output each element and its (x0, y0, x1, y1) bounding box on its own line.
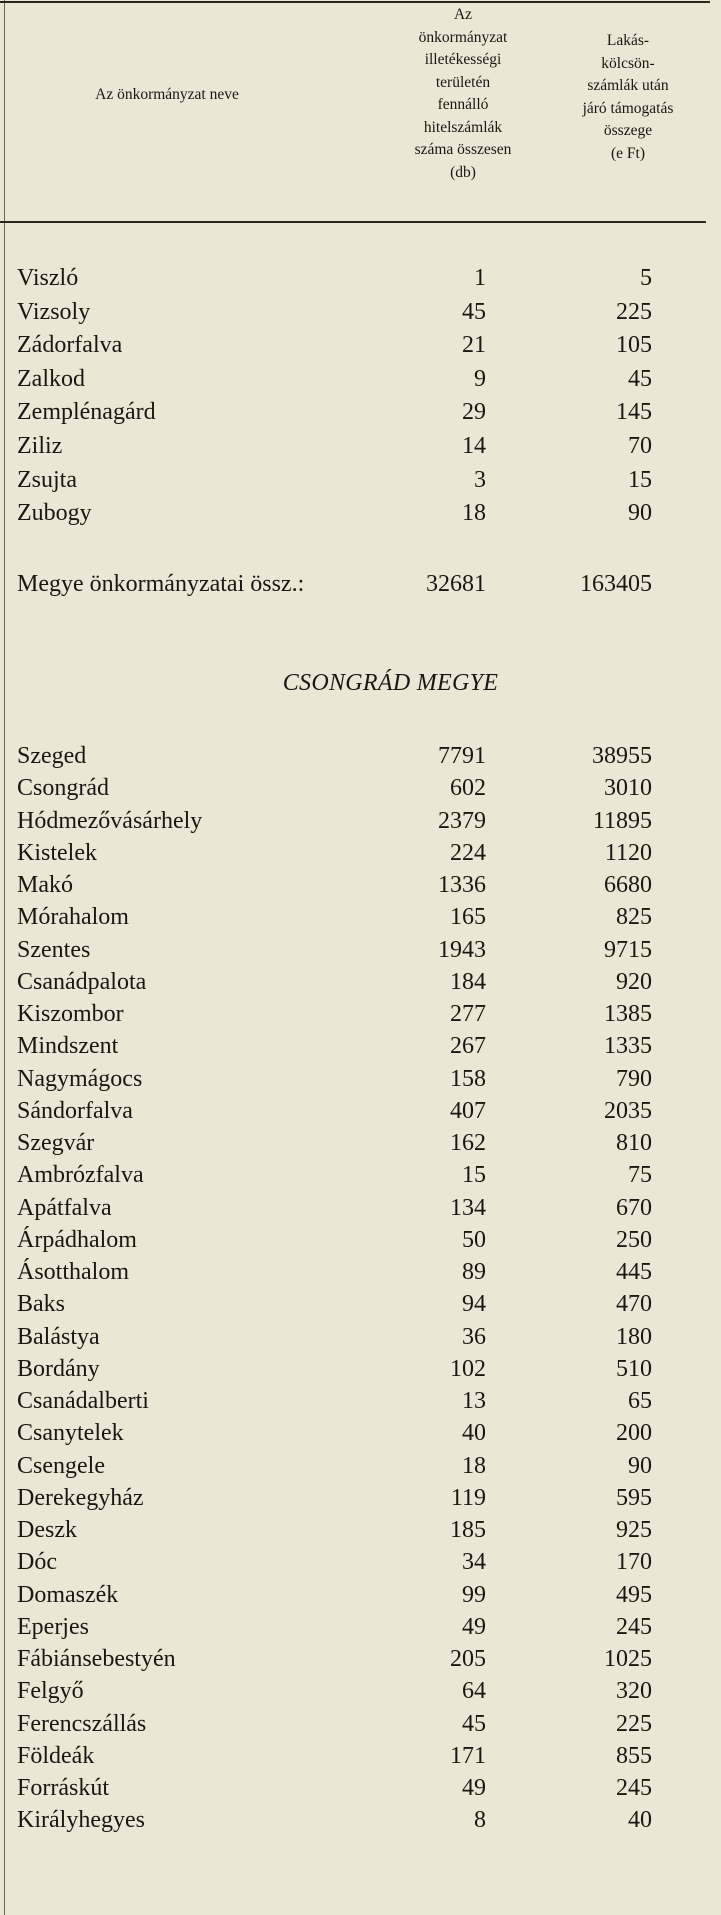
municipality-name: Kiszombor (17, 1001, 124, 1027)
account-count: 602 (450, 775, 486, 802)
table-row (0, 396, 721, 428)
account-count: 29 (462, 399, 486, 426)
account-count: 21 (462, 332, 486, 359)
account-count: 40 (462, 1420, 486, 1447)
support-amount: 6680 (604, 872, 652, 898)
table-row (0, 805, 721, 837)
table-row (0, 262, 721, 294)
support-amount: 11895 (592, 807, 652, 834)
header-line: összege (603, 122, 653, 139)
support-amount: 170 (616, 1549, 652, 1576)
support-amount: 90 (628, 1452, 652, 1479)
municipality-name: Zalkod (17, 365, 85, 392)
table-row (0, 1643, 721, 1675)
table-row (0, 966, 721, 998)
municipality-name: Csongrád (17, 775, 109, 802)
municipality-name: Forráskút (17, 1775, 109, 1801)
header-rule (0, 221, 706, 223)
account-count: 2379 (438, 807, 486, 834)
support-amount: 70 (628, 433, 652, 459)
municipality-name: Csanádpalota (17, 968, 147, 995)
municipality-name: Apátfalva (17, 1194, 112, 1221)
table-row (0, 1256, 721, 1288)
support-amount: 1120 (604, 839, 652, 866)
table-row (0, 998, 721, 1030)
table-row (0, 934, 721, 966)
section-title (0, 670, 721, 697)
municipality-name: Zsujta (17, 466, 77, 493)
support-amount: 180 (616, 1323, 652, 1350)
support-amount: 855 (616, 1742, 652, 1769)
support-amount: 225 (616, 1710, 652, 1737)
support-amount: 670 (616, 1194, 652, 1221)
account-count: 49 (462, 1613, 486, 1640)
account-count: 18 (462, 500, 486, 527)
municipality-name: Ambrózfalva (17, 1162, 144, 1189)
support-amount: 470 (616, 1291, 652, 1318)
account-count: 1336 (438, 872, 486, 898)
municipality-name: Viszló (17, 265, 79, 291)
support-amount: 510 (616, 1355, 652, 1382)
account-count: 18 (462, 1452, 486, 1479)
support-amount: 65 (628, 1388, 652, 1414)
municipality-name: Domaszék (17, 1581, 119, 1608)
table-row (0, 329, 721, 361)
header-line: területén (435, 73, 491, 91)
support-amount: 3010 (604, 775, 652, 802)
account-count: 14 (462, 433, 486, 459)
municipality-name: Ziliz (17, 433, 63, 459)
account-count: 94 (462, 1291, 486, 1318)
account-count: 3 (474, 466, 486, 493)
municipality-name: Deszk (17, 1517, 77, 1543)
municipality-name: Szegvár (17, 1130, 95, 1156)
support-amount: 790 (616, 1065, 652, 1092)
account-count: 89 (462, 1259, 486, 1285)
support-amount: 5 (640, 265, 652, 291)
header-line: kölcsön- (601, 54, 655, 72)
account-count: 34 (462, 1549, 486, 1576)
support-amount: 90 (628, 500, 652, 527)
account-count: 8 (474, 1807, 486, 1834)
table-row (0, 1192, 721, 1224)
account-count: 64 (462, 1678, 486, 1705)
account-count: 99 (462, 1581, 486, 1608)
support-amount: 1335 (604, 1033, 652, 1060)
account-count: 45 (462, 298, 486, 325)
header-line: Az (453, 6, 473, 23)
support-amount: 40 (628, 1807, 652, 1834)
account-count: 102 (450, 1355, 486, 1382)
support-amount: 45 (628, 365, 652, 392)
support-amount: 250 (616, 1226, 652, 1253)
support-amount: 595 (616, 1484, 652, 1511)
account-count: 9 (474, 365, 486, 392)
account-count: 1 (474, 265, 486, 291)
municipality-name: Zubogy (17, 500, 92, 527)
support-amount: 320 (616, 1678, 652, 1705)
table-row (0, 1127, 721, 1159)
table-row (0, 1417, 721, 1449)
support-amount: 495 (616, 1581, 652, 1608)
municipality-name: Ferencszállás (17, 1710, 147, 1737)
support-amount: 200 (616, 1420, 652, 1447)
header-line: Az önkormányzat neve (95, 86, 239, 103)
header-account-count (378, 4, 548, 184)
account-count: 407 (450, 1097, 486, 1124)
account-count: 171 (450, 1742, 486, 1769)
support-amount: 810 (616, 1130, 652, 1156)
account-count: 165 (450, 904, 486, 931)
municipality-name: Földeák (17, 1742, 95, 1769)
municipality-name: Csanytelek (17, 1420, 124, 1447)
municipality-name: Szentes (17, 936, 91, 963)
account-count: 184 (450, 968, 486, 995)
table-row (0, 1804, 721, 1836)
account-count: 162 (450, 1130, 486, 1156)
header-line: számlák után (587, 77, 669, 94)
support-amount: 245 (616, 1613, 652, 1640)
account-count: 185 (450, 1517, 486, 1543)
header-line: hitelszámlák (423, 118, 503, 136)
account-count: 277 (450, 1001, 486, 1027)
table-row (0, 1482, 721, 1514)
municipality-name: Zemplénagárd (17, 399, 156, 426)
account-count: 158 (450, 1065, 486, 1092)
municipality-name: Mórahalom (17, 904, 129, 931)
header-line: (db) (450, 163, 476, 181)
municipality-name: Ásotthalom (17, 1259, 129, 1285)
support-amount: 225 (616, 298, 652, 325)
municipality-name: Dóc (17, 1549, 57, 1576)
municipality-name: Eperjes (17, 1613, 89, 1640)
table-row (0, 1611, 721, 1643)
account-count: 7791 (438, 743, 486, 769)
municipality-name: Királyhegyes (17, 1807, 145, 1834)
support-amount: 105 (616, 332, 652, 359)
header-support-amount (548, 30, 708, 165)
municipality-name: Árpádhalom (17, 1226, 137, 1253)
table-row (0, 1772, 721, 1804)
table-row (0, 837, 721, 869)
account-count: 50 (462, 1226, 486, 1253)
header-line: önkormányzat (418, 28, 508, 46)
support-amount: 2035 (604, 1097, 652, 1124)
header-line: száma összesen (414, 141, 512, 158)
municipality-name: Mindszent (17, 1033, 119, 1060)
account-count: 1943 (438, 936, 486, 963)
municipality-name: Nagymágocs (17, 1065, 143, 1092)
header-line: (e Ft) (610, 144, 645, 162)
table-row (0, 1288, 721, 1320)
municipality-name: Fábiánsebestyén (17, 1646, 176, 1672)
table-row (0, 363, 721, 395)
account-count: 45 (462, 1710, 486, 1737)
total-count: 32681 (426, 571, 486, 597)
municipality-name: Felgyő (17, 1678, 84, 1705)
account-count: 15 (462, 1162, 486, 1189)
table-row (0, 901, 721, 933)
top-rule (0, 1, 710, 3)
header-line: Lakás- (606, 32, 650, 49)
table-row (0, 1224, 721, 1256)
total-amount: 163405 (580, 571, 652, 597)
support-amount: 38955 (592, 743, 652, 769)
support-amount: 145 (616, 399, 652, 426)
account-count: 119 (450, 1484, 486, 1511)
municipality-name: Baks (17, 1291, 65, 1318)
table-row (0, 1579, 721, 1611)
table-row (0, 1546, 721, 1578)
county-total-row (0, 568, 721, 600)
support-amount: 1025 (604, 1646, 652, 1672)
support-amount: 445 (616, 1259, 652, 1285)
municipality-name: Sándorfalva (17, 1097, 133, 1124)
total-label: Megye önkormányzatai össz.: (17, 571, 305, 597)
support-amount: 245 (616, 1775, 652, 1801)
table-row (0, 1353, 721, 1385)
municipality-name: Csanádalberti (17, 1388, 149, 1414)
account-count: 49 (462, 1775, 486, 1801)
header-municipality-name (22, 84, 312, 107)
account-count: 134 (450, 1194, 486, 1221)
account-count: 205 (450, 1646, 486, 1672)
header-line: fennálló (437, 96, 489, 113)
header-line: járó támogatás (582, 99, 674, 117)
header-line: illetékességi (424, 51, 502, 68)
support-amount: 75 (628, 1162, 652, 1189)
table-row (0, 1675, 721, 1707)
municipality-name: Szeged (17, 743, 87, 769)
table-row (0, 497, 721, 529)
municipality-name: Csengele (17, 1452, 105, 1479)
municipality-name: Hódmezővásárhely (17, 807, 203, 834)
municipality-name: Derekegyház (17, 1484, 144, 1511)
table-row (0, 772, 721, 804)
table-row (0, 464, 721, 496)
support-amount: 925 (616, 1517, 652, 1543)
municipality-name: Kistelek (17, 839, 97, 866)
municipality-name: Zádorfalva (17, 332, 123, 359)
table-row (0, 1321, 721, 1353)
municipality-name: Makó (17, 872, 73, 898)
support-amount: 1385 (604, 1001, 652, 1027)
section-title-text: CSONGRÁD MEGYE (282, 670, 499, 696)
table-row (0, 1030, 721, 1062)
table-row (0, 1740, 721, 1772)
municipality-name: Bordány (17, 1355, 100, 1382)
account-count: 224 (450, 839, 486, 866)
support-amount: 9715 (604, 936, 652, 963)
account-count: 36 (462, 1323, 486, 1350)
table-row (0, 1514, 721, 1546)
table-row (0, 869, 721, 901)
municipality-name: Balástya (17, 1323, 100, 1350)
table-row (0, 1385, 721, 1417)
table-row (0, 430, 721, 462)
table-row (0, 296, 721, 328)
account-count: 13 (462, 1388, 486, 1414)
municipality-name: Vizsoly (17, 298, 91, 325)
support-amount: 15 (628, 466, 652, 493)
table-row (0, 1159, 721, 1191)
table-row (0, 1095, 721, 1127)
table-row (0, 1450, 721, 1482)
table-row (0, 1063, 721, 1095)
support-amount: 920 (616, 968, 652, 995)
table-row (0, 1708, 721, 1740)
table-row (0, 740, 721, 772)
support-amount: 825 (616, 904, 652, 931)
account-count: 267 (450, 1033, 486, 1060)
